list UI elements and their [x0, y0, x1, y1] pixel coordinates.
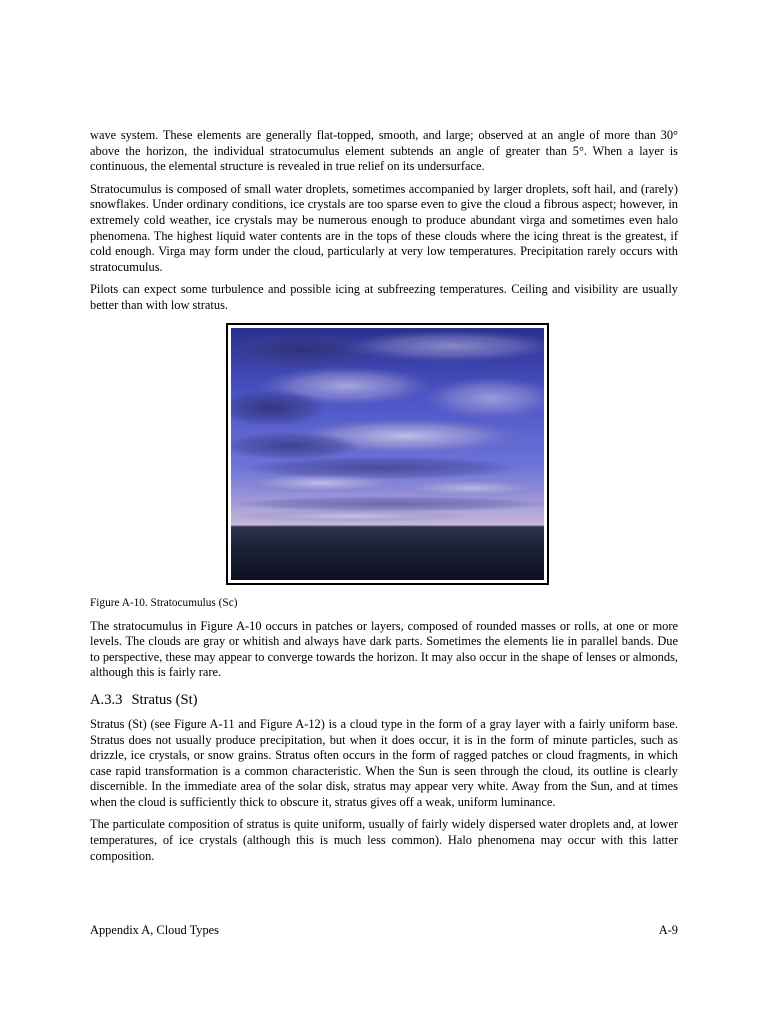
section-title: Stratus (St) [131, 691, 198, 708]
paragraph-pilot-expectations: Pilots can expect some turbulence and possible icing at subfreezing temperatures. Ceiling and visibility are usually better than with low stratus. [90, 282, 678, 312]
paragraph-wave-system: wave system. These elements are generally flat-topped, smooth, and large; observed at an angle of more than 30° above the horizon, the individual stratocumulus element subtends an angle of greater than 5°. When a layer is continuous, the elemental structure is revealed in true relief on its undersurface. [90, 128, 678, 174]
paragraph-stratocumulus-composition: Stratocumulus is composed of small water droplets, sometimes accompanied by larger droplets, soft hail, and (rarely) snowflakes. Under ordinary conditions, ice crystals are too sparse even to give the cloud a fibrous aspect; however, in extremely cold weather, ice crystals may be numerous enough to produce abundant virga and sometimes even halo phenomena. The highest liquid water contents are in the tops of these clouds where the icing threat is the greatest, if cold enough. Virga may form under the cloud, particularly at very low temperatures. Precipitation rarely occurs with stratocumulus. [90, 181, 678, 274]
figure-caption: Figure A-10. Stratocumulus (Sc) [90, 596, 238, 609]
stratocumulus-photo [231, 328, 544, 580]
figure-stratocumulus-photo [226, 323, 549, 585]
page-number: A-9 [658, 923, 678, 937]
section-heading [90, 691, 678, 709]
document-page [90, 128, 678, 871]
section-number: A.3.3 [90, 691, 123, 708]
footer-chapter-label: Appendix A, Cloud Types [90, 923, 220, 937]
sea [231, 526, 544, 580]
paragraph-figure-description: The stratocumulus in Figure A-10 occurs in patches or layers, composed of rounded masses or rolls, at one or more levels. The clouds are gray or whitish and always have dark parts. Sometimes the elements lie in parallel bands. Due to perspective, these may appear to converge towards the horizon. It may also occur in the shape of lenses or almonds, although this is fairly rare. [90, 618, 678, 680]
paragraph-stratus-composition: The particulate composition of stratus is quite uniform, usually of fairly widely dispersed water droplets and, at lower temperatures, of ice crystals (although this is much less common). Halo phenomena may occur with this latter composition. [90, 817, 678, 863]
paragraph-stratus-description: Stratus (St) (see Figure A-11 and Figure A-12) is a cloud type in the form of a gray layer with a fairly uniform base. Stratus does not usually produce precipitation, but when it does occur, it is in the form of minute particles, such as drizzle, ice crystals, or snow grains. Stratus often occurs in the form of ragged patches or cloud fragments, in which case rapid transformation is a common characteristic. When the Sun is seen through the cloud, its outline is clearly discernible. In the immediate area of the solar disk, stratus may appear very white. Away from the Sun, and at times when the cloud is sufficiently thick to obscure it, stratus gives off a weak, uniform luminance. [90, 716, 678, 809]
